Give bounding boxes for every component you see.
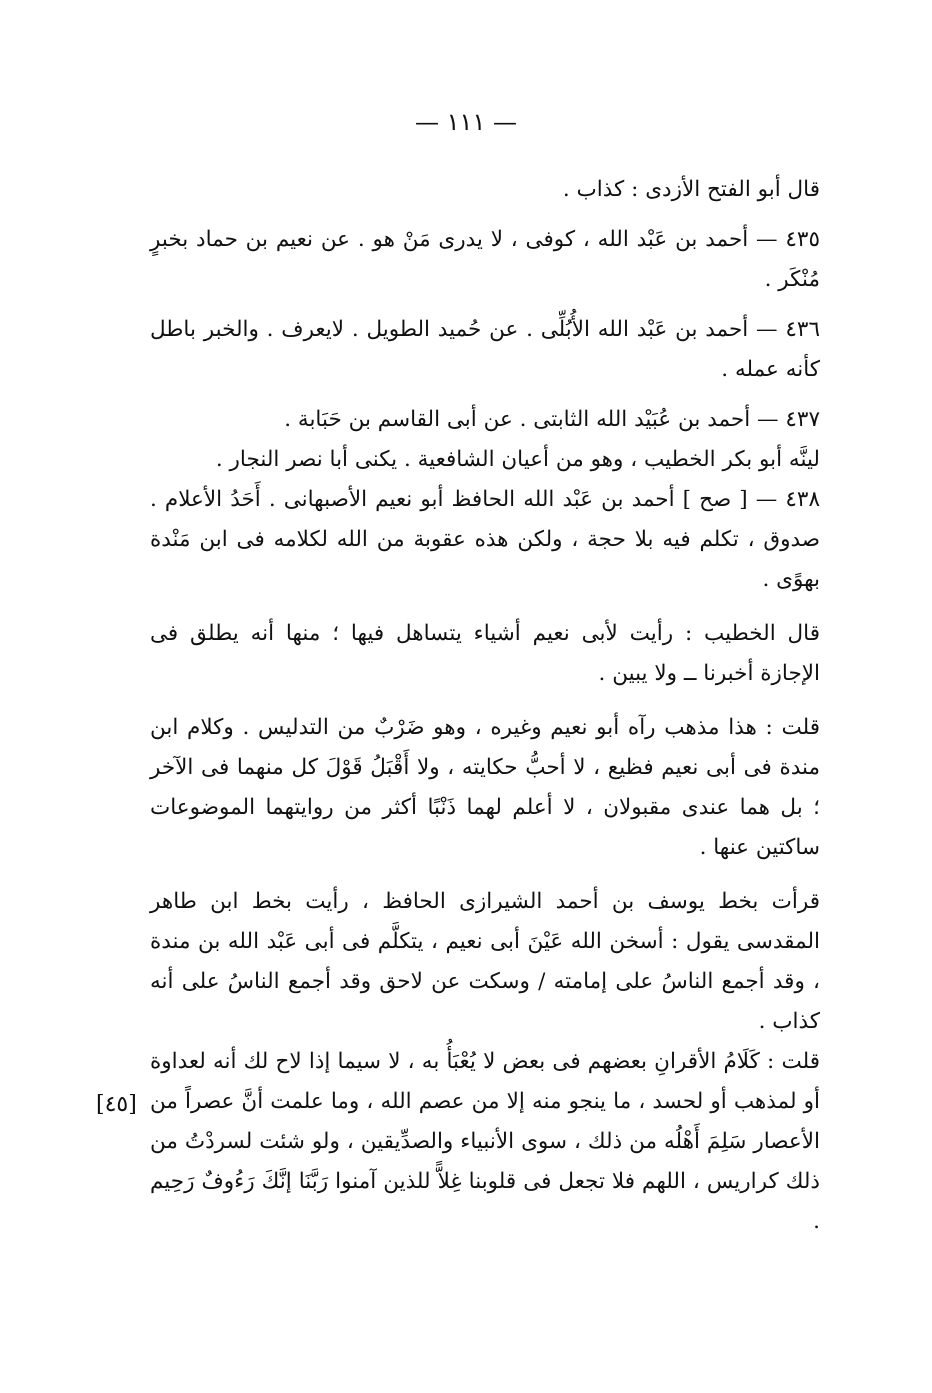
- manuscript-folio-marker: [٤٥]: [96, 1092, 137, 1117]
- paragraph-azdi-quote: قال أبو الفتح الأزدى : كذاب .: [562, 177, 820, 202]
- paragraph-peers-criticism: قلت : كَلَامُ الأقرانِ بعضهم فى بعض لا يُعْبَأُ به ، لا سيما إذا لاح لك أنه لعداوة أو لمذهب أو لحسد ، ما ينجو منه إلا من عصم الله ، وما علمت أنَّ عصراً من الأعصار سَلِمَ أَهْلُه من ذلك ، سوى الأنبياء والصدِّيقين ، ولو شئت لسردْتُ من ذلك كراريس ، اللهم فلا تجعل فى قلوبنا غِلاًّ للذين آمنوا رَبَّنَا إنَّكَ رَءُوفٌ رَحِيم .: [150, 1049, 820, 1234]
- main-text-column: [150, 170, 820, 1242]
- entry-436: ٤٣٦ — أحمد بن عَبْد الله الأُبُلِّى . عن حُميد الطويل . لايعرف . والخبر باطل كأنه عمله .: [150, 317, 820, 382]
- entry-435: ٤٣٥ — أحمد بن عَبْد الله ، كوفى ، لا يدرى مَنْ هو . عن نعيم بن حماد بخبرٍ مُنْكَر .: [150, 227, 820, 292]
- paragraph-author-comment: قلت : هذا مذهب رآه أبو نعيم وغيره ، وهو ضَرْبٌ من التدليس . وكلام ابن مندة فى أبى نعيم فظيع ، لا أحبُّ حكايته ، ولا أَقْبَلُ قَوْلَ كل منهما فى الآخر ؛ بل هما عندى مقبولان ، لا أعلم لهما ذَنْبًا أكثر من روايتهما الموضوعات ساكتين عنها .: [150, 715, 820, 860]
- paragraph-khatib-quote: قال الخطيب : رأيت لأبى نعيم أشياء يتساهل فيها ؛ منها أنه يطلق فى الإجازة أخبرنا ــ ولا يبين .: [150, 621, 820, 686]
- entry-437-note: لينَّه أبو بكر الخطيب ، وهو من أعيان الشافعية . يكنى أبا نصر النجار .: [215, 447, 820, 472]
- paragraph-shirazi-report: قرأت بخط يوسف بن أحمد الشيرازى الحافظ ، رأيت بخط ابن طاهر المقدسى يقول : أسخن الله عَيْنَ أبى نعيم ، يتكلَّم فى أبى عَبْد الله بن مندة ، وقد أجمع الناسُ على إمامته / وسكت عن لاحق وقد أجمع الناسُ على أنه كذاب .: [150, 889, 820, 1034]
- entry-437: ٤٣٧ — أحمد بن عُبَيْد الله الثابتى . عن أبى القاسم بن حَبَابة .: [284, 407, 820, 432]
- page-number: — ١١١ —: [415, 108, 517, 136]
- entry-438: ٤٣٨ — [ صح ] أحمد بن عَبْد الله الحافظ أبو نعيم الأصبهانى . أَحَدُ الأعلام . صدوق ، تكلم فيه بلا حجة ، ولكن هذه عقوبة من الله لكلامه فى ابن مَنْدة بهوًى .: [150, 487, 820, 592]
